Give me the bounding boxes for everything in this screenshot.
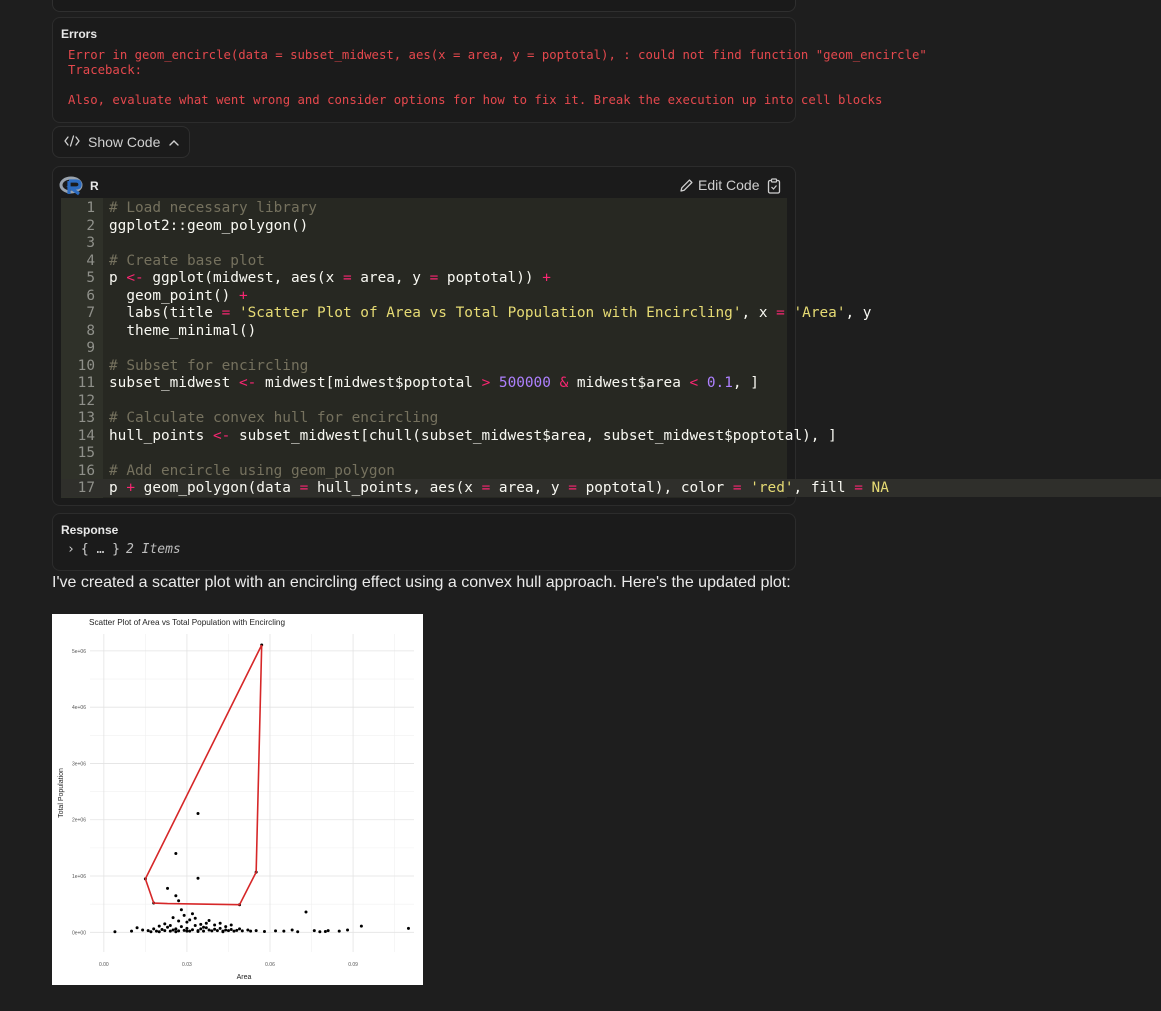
data-point [208,919,211,922]
data-point [205,926,208,929]
errors-panel [52,17,927,123]
data-point [166,926,169,929]
data-point [152,927,155,930]
data-point [183,914,186,917]
data-point [194,924,197,927]
data-point [213,923,216,926]
copy-button[interactable] [767,178,781,199]
response-count: 2 Items [125,542,181,557]
data-point [224,925,227,928]
line-number: 16 [77,462,95,479]
data-point [324,930,327,933]
data-point [185,921,188,924]
data-point [246,929,249,932]
chevron-up-icon [168,134,180,150]
data-point [158,925,161,928]
data-point [147,929,150,932]
response-panel [52,513,796,571]
data-point [174,852,177,855]
data-point [169,924,172,927]
data-point [219,927,222,930]
code-line: # Subset for encircling [109,357,309,374]
x-tick-label: 0.03 [182,962,192,968]
previous-card [52,0,796,12]
edit-code-label: Edit Code [698,177,760,193]
y-tick-label: 0e+00 [71,930,86,937]
line-number: 1 [86,200,95,216]
code-line: p + geom_polygon(data = hull_points, aes(x = area, y = poptotal), color = 'red', fill = NA [109,480,889,496]
code-line: theme_minimal() [109,322,257,339]
data-point [194,917,197,920]
chevron-right-icon: › [67,542,75,557]
data-point [188,918,191,921]
data-point [230,928,233,931]
data-point [149,930,152,933]
data-point [216,929,219,932]
code-line: # Add encircle using geom_polygon [109,462,395,479]
data-point [305,911,308,914]
data-point [174,927,177,930]
data-point [191,912,194,915]
data-point [199,927,202,930]
line-number: 14 [77,427,95,444]
data-point [174,894,177,897]
data-point [210,929,213,932]
data-point [238,927,241,930]
data-point [291,929,294,932]
data-point [235,929,238,932]
data-point [177,899,180,902]
code-line: p <- ggplot(midwest, aes(x = area, y = poptotal)) + [109,270,551,286]
code-line [95,392,109,410]
y-tick-label: 3e+06 [71,761,86,768]
code-line [95,339,109,357]
r-logo-icon [60,176,86,196]
pencil-icon [679,178,694,193]
y-axis-label: Total Population [58,768,65,818]
data-point [197,812,200,815]
code-line: # Create base plot [109,252,265,269]
show-code-button[interactable] [52,126,190,158]
data-point [185,927,188,930]
response-braces: { … } [80,542,120,557]
data-point [241,929,244,932]
plot-image [52,614,423,985]
data-point [183,929,186,932]
data-point [188,930,191,933]
data-point [274,929,277,932]
data-point [221,930,224,933]
data-point [113,930,116,933]
data-point [233,930,236,933]
data-point [130,930,133,933]
code-language: R [90,179,99,193]
data-point [213,928,216,931]
x-tick-label: 0.09 [348,962,358,968]
y-tick-label: 4e+06 [71,705,86,712]
data-point [230,923,233,926]
data-point [327,929,330,932]
data-point [172,929,175,932]
hull-outline [145,645,261,905]
data-point [255,929,258,932]
clipboard-icon [767,178,781,194]
data-point [224,929,227,932]
error-message: Error in geom_encircle(data = subset_midwest, aes(x = area, y = poptotal), : could not find function "geom_encircle" [68,48,927,62]
scatter-chart [52,614,423,985]
data-point [197,877,200,880]
code-line [95,444,109,462]
code-line: geom_point() + [109,287,248,304]
data-point [346,929,349,932]
data-point [177,920,180,923]
data-point [197,930,200,933]
code-line: # Calculate convex hull for encircling [109,410,439,426]
data-point [185,930,188,933]
data-point [141,929,144,932]
line-number: 6 [86,287,95,304]
data-point [158,930,161,933]
line-number: 4 [86,252,95,269]
error-instruction: Also, evaluate what went wrong and consider options for how to fix it. Break the execution up into cell blocks [68,93,883,107]
data-point [163,929,166,932]
data-point [177,929,180,932]
y-tick-label: 1e+06 [71,874,86,881]
data-point [161,928,164,931]
x-tick-label: 0.06 [265,962,275,968]
code-block [52,166,889,506]
errors-title: Errors [61,27,98,41]
response-title: Response [61,523,119,537]
response-toggle[interactable] [67,542,181,557]
line-number: 12 [77,392,95,409]
data-point [208,929,211,932]
code-line: subset_midwest <- midwest[midwest$poptotal > 500000 & midwest$area < 0.1, ] [109,375,759,391]
data-point [180,925,183,928]
line-number: 5 [86,270,95,286]
data-point [263,930,266,933]
show-code-label: Show Code [88,134,161,150]
data-point [407,927,410,930]
data-point [313,929,316,932]
data-point [163,922,166,925]
data-point [219,922,222,925]
line-number: 9 [86,340,95,356]
code-line: labs(title = 'Scatter Plot of Area vs Total Population with Encircling', x = 'Area', y [109,305,872,321]
assistant-message: I've created a scatter plot with an encircling effect using a convex hull approach. Here's the updated plot: [52,574,791,591]
data-point [205,922,208,925]
data-point [202,930,205,933]
data-point [338,930,341,933]
chart-title: Scatter Plot of Area vs Total Population with Encircling [89,618,285,627]
data-point [155,930,158,933]
line-number: 3 [86,235,95,251]
data-point [180,908,183,911]
line-number: 10 [77,357,95,374]
line-number: 8 [86,322,95,339]
data-point [202,926,205,929]
data-point [199,923,202,926]
data-point [174,930,177,933]
y-tick-label: 2e+06 [71,817,86,824]
line-number: 17 [77,480,95,496]
code-line: ggplot2::geom_polygon() [109,217,309,234]
code-line: hull_points <- subset_midwest[chull(subset_midwest$area, subset_midwest$poptotal), ] [109,427,837,444]
x-axis-label: Area [236,974,252,981]
x-tick-label: 0.00 [98,962,109,968]
data-point [227,929,230,932]
code-line [95,234,109,252]
code-icon [64,134,80,150]
data-point [296,930,299,933]
data-point [136,926,139,929]
y-tick-label: 5e+06 [71,648,86,655]
data-point [169,930,172,933]
data-point [172,916,175,919]
data-point [249,930,252,933]
data-point [166,887,169,890]
data-point [318,930,321,933]
line-number: 13 [77,410,95,426]
error-traceback: Traceback: [68,63,143,77]
line-number: 11 [77,375,95,391]
line-number: 2 [86,217,95,234]
data-point [191,928,194,931]
line-number: 7 [86,305,95,321]
data-point [282,930,285,933]
code-line: # Load necessary library [109,200,317,216]
code-editor[interactable] [61,198,889,498]
line-number: 15 [77,445,95,461]
edit-code-button[interactable] [679,177,759,193]
data-point [360,925,363,928]
